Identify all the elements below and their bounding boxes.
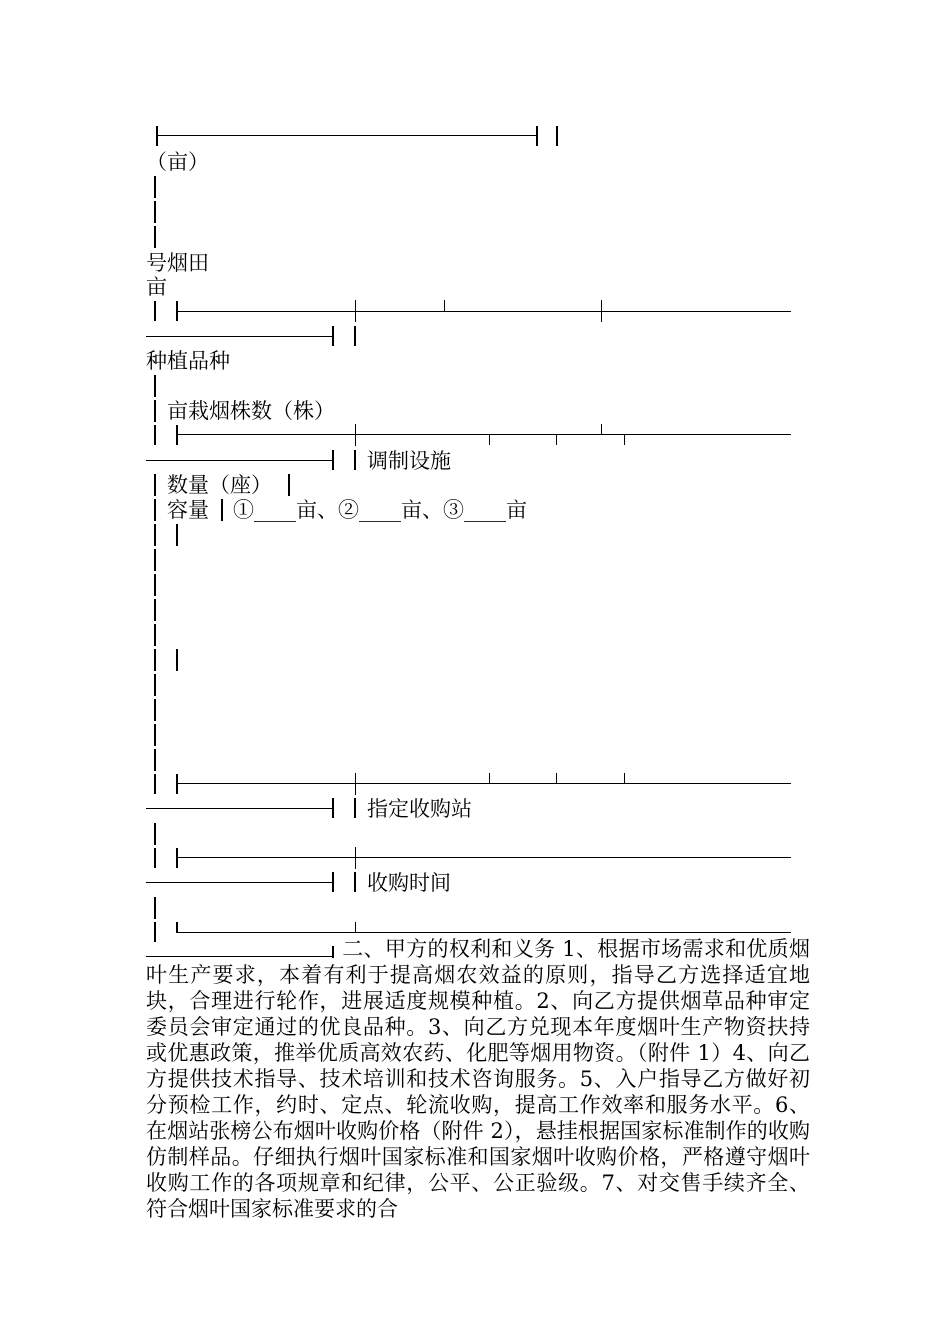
table-tick (355, 773, 356, 795)
variety-label: 种植品种 (146, 349, 230, 373)
table-border (154, 176, 156, 198)
table-border (332, 450, 334, 470)
table-border (154, 599, 156, 621)
table-rule (177, 783, 791, 784)
table-border (354, 798, 356, 818)
table-rule (177, 434, 791, 435)
table-border (154, 774, 156, 794)
table-tick (355, 424, 356, 446)
curing-facility-label: 调制设施 (367, 449, 451, 473)
table-tick (355, 922, 356, 933)
table-border (154, 574, 156, 596)
table-rule (146, 882, 332, 883)
obligations-text: 二、甲方的权利和义务 1、根据市场需求和优质烟叶生产要求，本着有利于提高烟农效益的原则，指导乙方选择适宜地块，合理进行轮作，进展适度规模种植。2、向乙方提供烟草品种审定委员会审定通过的优良品种。3、向乙方兑现本年度烟叶生产物资扶持或优惠政策，推举优质高效农药、化肥等烟用物资。（附件 1）4、向乙方提供技术指导、技术培训和技术咨询服务。5、入户指导乙方做好初分预检工作，约时、定点、轮流收购，提高工作效率和服务水平。6、在烟站张榜公布烟叶收购价格（附件 2），悬挂根据国家标准制作的收购仿制样品。仔细执行烟叶国家标准和国家烟叶收购价格，严格遵守烟叶收购工作的各项规章和纪律，公平、公正验级。7、对交售手续齐全、符合烟叶国家标准要求的合 (146, 937, 810, 1221)
table-rule (146, 336, 332, 337)
table-border (154, 301, 156, 321)
table-border (154, 499, 156, 521)
table-rule (146, 808, 332, 809)
table-border (154, 375, 156, 397)
purchase-station-label: 指定收购站 (367, 797, 472, 821)
table-border (176, 524, 178, 546)
table-border (154, 848, 156, 868)
table-border (332, 326, 334, 346)
quantity-label: 数量（座） (167, 473, 272, 497)
table-border (332, 798, 334, 818)
table-border (154, 624, 156, 646)
table-border (288, 474, 290, 496)
table-border (154, 425, 156, 445)
table-tick (355, 300, 356, 322)
table-border (221, 499, 223, 521)
table-border (154, 699, 156, 721)
capacity-label: 容量 (167, 498, 209, 522)
table-tick (624, 773, 625, 784)
table-border (332, 872, 334, 892)
table-border (154, 524, 156, 546)
table-rule (157, 135, 537, 136)
table-tick (355, 847, 356, 869)
purchase-time-label: 收购时间 (367, 871, 451, 895)
table-border (154, 201, 156, 223)
table-border (556, 126, 558, 146)
field-number-label: 号烟田 (146, 251, 209, 275)
table-rule (177, 932, 791, 933)
table-border (154, 400, 156, 422)
table-tick (489, 773, 490, 784)
table-border (154, 724, 156, 746)
table-border (154, 474, 156, 496)
table-border (536, 126, 538, 146)
table-border (154, 674, 156, 696)
table-tick (556, 773, 557, 784)
table-border (156, 126, 158, 146)
table-tick (556, 434, 557, 445)
table-rule (177, 311, 791, 312)
table-border (154, 823, 156, 845)
area-unit-label: （亩） (146, 150, 209, 174)
plants-per-mu-label: 亩栽烟株数（株） (167, 399, 335, 423)
table-border (154, 897, 156, 919)
table-rule (146, 460, 332, 461)
capacity-areas-text: ①____亩、②____亩、③____亩 (233, 498, 527, 522)
table-border (176, 774, 178, 794)
table-border (354, 872, 356, 892)
table-border (176, 425, 178, 445)
table-rule (177, 857, 791, 858)
table-tick (624, 434, 625, 445)
table-border (154, 549, 156, 571)
table-tick (601, 424, 602, 435)
table-tick (489, 434, 490, 445)
table-border (176, 649, 178, 671)
table-border (354, 326, 356, 346)
table-border (154, 649, 156, 671)
table-border (176, 848, 178, 868)
table-tick (601, 300, 602, 322)
table-border (154, 226, 156, 248)
table-border (154, 749, 156, 771)
obligations-paragraph (146, 936, 810, 1222)
field-area-unit: 亩 (146, 275, 167, 299)
table-border (354, 450, 356, 470)
table-tick (444, 300, 445, 311)
